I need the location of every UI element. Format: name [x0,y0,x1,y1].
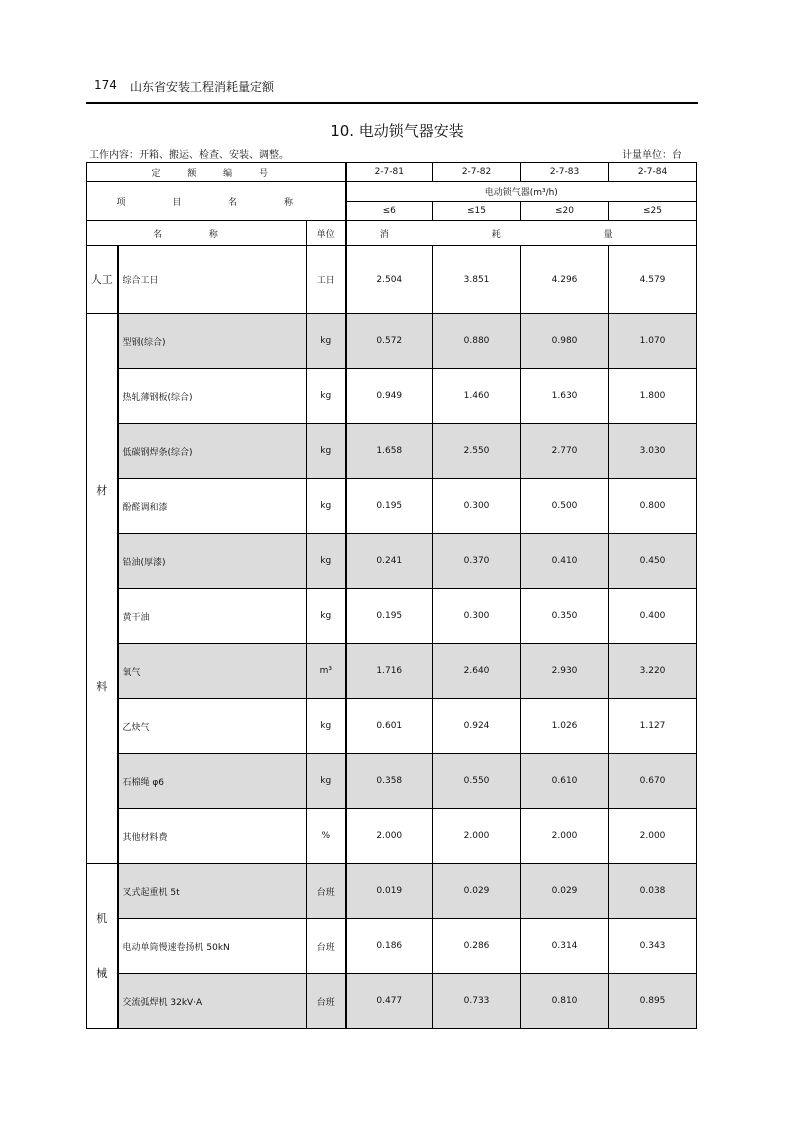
item-unit: 工日 [307,246,346,314]
spec-cell: ≤6 [346,202,433,221]
consumption-value: 2.504 [346,246,433,314]
consumption-value: 0.410 [521,534,609,589]
quota-code: 2-7-81 [346,163,433,182]
table-row [87,809,697,864]
group-machine [87,864,118,1029]
category-row [87,182,697,202]
consumption-value: 0.241 [346,534,433,589]
group-labor-char: 人工 [90,272,113,286]
consumption-value: 1.070 [609,314,697,369]
consumption-value: 0.500 [521,479,609,534]
machine-section [87,864,697,1029]
item-unit: kg [307,424,346,479]
group-material-char: 料 [96,679,108,693]
labor-section [87,246,697,314]
item-label: 项 目 名 称 [87,182,346,221]
item-name: 低碳钢焊条(综合) [118,424,307,479]
quota-table [86,162,697,1029]
item-unit: kg [307,699,346,754]
consumption-value: 0.610 [521,754,609,809]
table-row [87,754,697,809]
consumption-value: 2.640 [433,644,521,699]
consumption-value: 1.800 [609,369,697,424]
group-labor [87,246,118,314]
item-unit: kg [307,314,346,369]
item-unit: kg [307,369,346,424]
quota-code: 2-7-82 [433,163,521,182]
table-row [87,864,697,919]
consumption-value: 0.350 [521,589,609,644]
consumption-value: 1.026 [521,699,609,754]
item-name: 酚醛调和漆 [118,479,307,534]
consumption-value: 4.296 [521,246,609,314]
measurement-unit: 计量单位：台 [622,150,682,161]
column-unit-header: 单位 [307,221,346,246]
consumption-value: 1.630 [521,369,609,424]
page-header [86,74,698,104]
spec-cell: ≤25 [609,202,697,221]
consumption-value: 0.314 [521,919,609,974]
consumption-value: 0.400 [609,589,697,644]
item-name: 热轧薄钢板(综合) [118,369,307,424]
quota-code-row [87,163,697,182]
table-row [87,919,697,974]
consumption-value: 0.477 [346,974,433,1029]
consumption-value: 0.924 [433,699,521,754]
item-unit: kg [307,754,346,809]
table-row [87,424,697,479]
material-section [87,314,697,864]
table-row [87,644,697,699]
consumption-value: 2.770 [521,424,609,479]
consumption-value: 0.300 [433,589,521,644]
item-name: 交流弧焊机 32kV·A [118,974,307,1029]
item-unit: m³ [307,644,346,699]
consumption-value: 2.000 [609,809,697,864]
consumption-value: 3.030 [609,424,697,479]
table-row [87,699,697,754]
consumption-value: 0.195 [346,479,433,534]
spec-cell: ≤20 [521,202,609,221]
consumption-value: 0.019 [346,864,433,919]
consumption-value: 0.029 [521,864,609,919]
item-name: 型钢(综合) [118,314,307,369]
consumption-value: 0.880 [433,314,521,369]
consumption-value: 0.038 [609,864,697,919]
item-unit: kg [307,534,346,589]
group-machine-char: 机 [96,911,108,925]
consumption-value: 0.029 [433,864,521,919]
item-unit: kg [307,479,346,534]
consumption-value: 0.601 [346,699,433,754]
item-name: 铅油(厚漆) [118,534,307,589]
consumption-value: 0.670 [609,754,697,809]
page-number: 174 [94,78,117,92]
table-row [87,369,697,424]
consumption-value: 0.370 [433,534,521,589]
consumption-value: 3.851 [433,246,521,314]
column-header-row [87,221,697,246]
item-unit: 台班 [307,974,346,1029]
consumption-value: 1.716 [346,644,433,699]
consumption-value: 0.300 [433,479,521,534]
item-unit: kg [307,589,346,644]
consumption-value: 2.930 [521,644,609,699]
table-row [87,589,697,644]
consumption-value: 0.286 [433,919,521,974]
consumption-value: 1.658 [346,424,433,479]
group-material [87,314,118,864]
consumption-value: 0.450 [609,534,697,589]
book-title: 山东省安装工程消耗量定额 [130,80,275,94]
quota-code: 2-7-83 [521,163,609,182]
consumption-value: 0.895 [609,974,697,1029]
quota-code: 2-7-84 [609,163,697,182]
consumption-value: 0.810 [521,974,609,1029]
consumption-value: 2.550 [433,424,521,479]
table-row [87,974,697,1029]
consumption-value: 4.579 [609,246,697,314]
consumption-value: 0.195 [346,589,433,644]
work-content: 工作内容：开箱、搬运、检查、安装、调整。 [89,150,289,161]
consumption-value: 3.220 [609,644,697,699]
quota-label: 定 额 编 号 [87,163,346,182]
consumption-value: 1.460 [433,369,521,424]
column-consumption-header: 消 耗 量 [346,221,697,246]
item-name: 电动单筒慢速卷扬机 50kN [118,919,307,974]
consumption-value: 0.358 [346,754,433,809]
column-name-header: 名 称 [87,221,307,246]
item-unit: 台班 [307,919,346,974]
item-name: 石棉绳 φ6 [118,754,307,809]
consumption-value: 0.572 [346,314,433,369]
consumption-value: 0.343 [609,919,697,974]
section-title: 10. 电动锁气器安装 [330,122,464,140]
consumption-value: 1.127 [609,699,697,754]
item-name: 叉式起重机 5t [118,864,307,919]
item-name: 其他材料费 [118,809,307,864]
category-header: 电动锁气器(m³/h) [346,182,697,202]
consumption-value: 0.949 [346,369,433,424]
table-row [87,314,697,369]
consumption-value: 0.733 [433,974,521,1029]
group-machine-char: 械 [96,967,108,980]
consumption-value: 2.000 [521,809,609,864]
item-name: 黄干油 [118,589,307,644]
spec-cell: ≤15 [433,202,521,221]
table-row [87,479,697,534]
table-row [87,246,697,314]
consumption-value: 0.186 [346,919,433,974]
item-name: 综合工日 [118,246,307,314]
consumption-value: 0.550 [433,754,521,809]
consumption-value: 0.980 [521,314,609,369]
table-row [87,534,697,589]
consumption-value: 0.800 [609,479,697,534]
item-unit: 台班 [307,864,346,919]
group-material-char: 材 [96,484,108,498]
consumption-value: 2.000 [346,809,433,864]
consumption-value: 2.000 [433,809,521,864]
item-unit: % [307,809,346,864]
item-name: 乙炔气 [118,699,307,754]
item-name: 氧气 [118,644,307,699]
